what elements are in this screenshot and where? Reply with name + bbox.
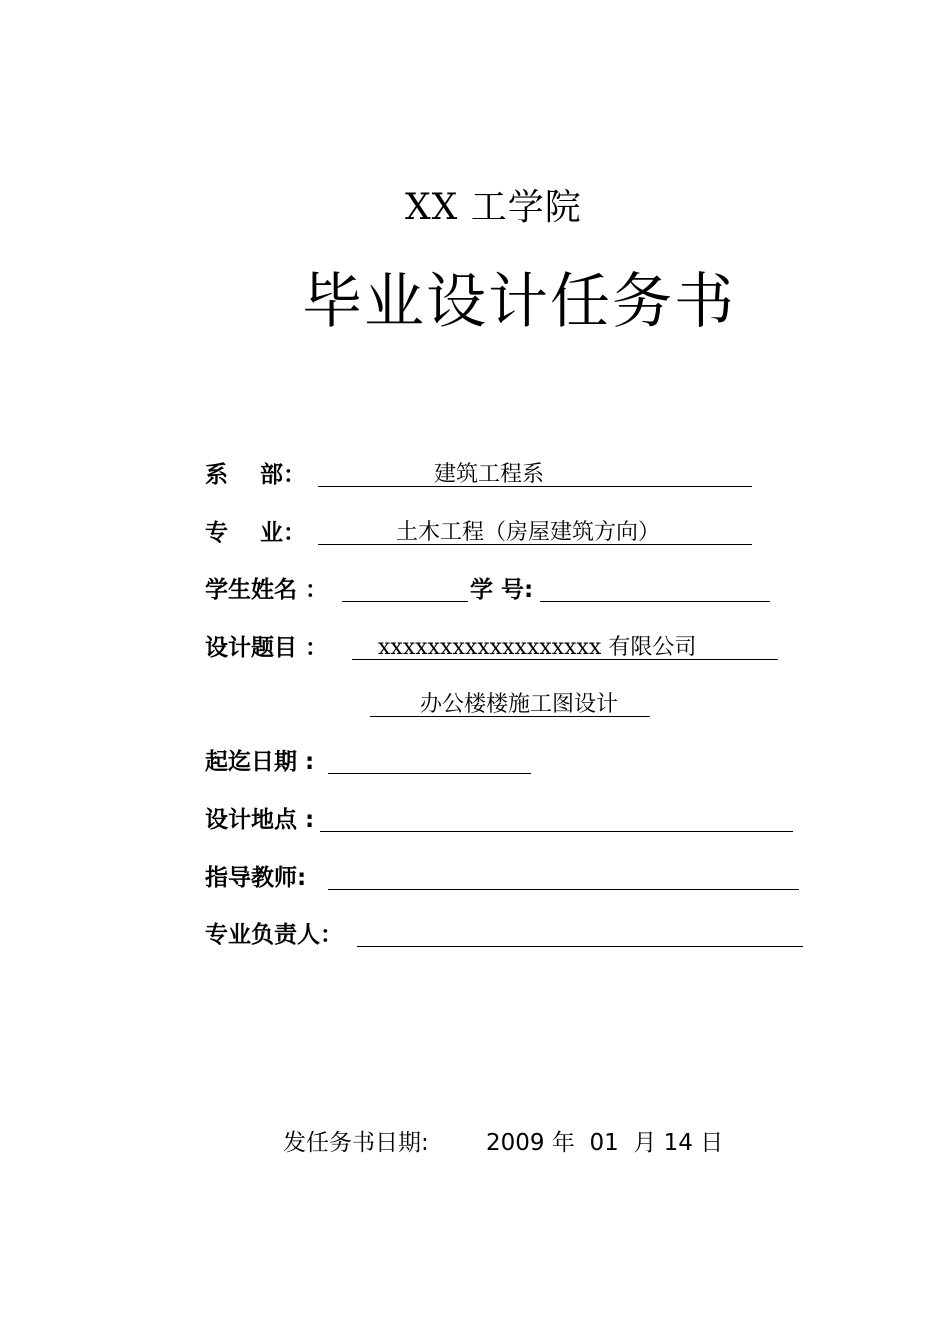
department-label: 系 部：	[205, 462, 307, 488]
dates-underline	[328, 773, 531, 774]
major-head-underline	[357, 946, 803, 947]
advisor-label: 指导教师:	[205, 865, 307, 891]
major-head-label: 专业负责人：	[205, 922, 343, 948]
major-label: 专 业：	[205, 520, 307, 546]
document-title: 毕业设计任务书	[302, 267, 736, 337]
student-name-underline	[342, 601, 468, 602]
school-name: XX 工学院	[405, 187, 582, 228]
student-id-label: 学 号:	[470, 577, 534, 603]
dates-label: 起迄日期 :	[205, 749, 315, 775]
topic-value-line2: 办公楼楼施工图设计	[420, 692, 619, 717]
topic-value-line1: xxxxxxxxxxxxxxxxxx 有限公司	[378, 635, 697, 660]
location-label: 设计地点 :	[205, 807, 315, 833]
issue-date-value: 2009 年 01 月 14 日	[486, 1130, 724, 1156]
student-name-label: 学生姓名 ：	[205, 577, 329, 603]
department-value: 建筑工程系	[434, 462, 545, 487]
advisor-underline	[328, 889, 799, 890]
major-value: 土木工程（房屋建筑方向）	[396, 520, 661, 545]
topic-label: 设计题目 ：	[205, 635, 329, 661]
location-underline	[320, 831, 793, 832]
student-id-underline	[540, 601, 770, 602]
issue-date-label: 发任务书日期:	[283, 1130, 429, 1156]
